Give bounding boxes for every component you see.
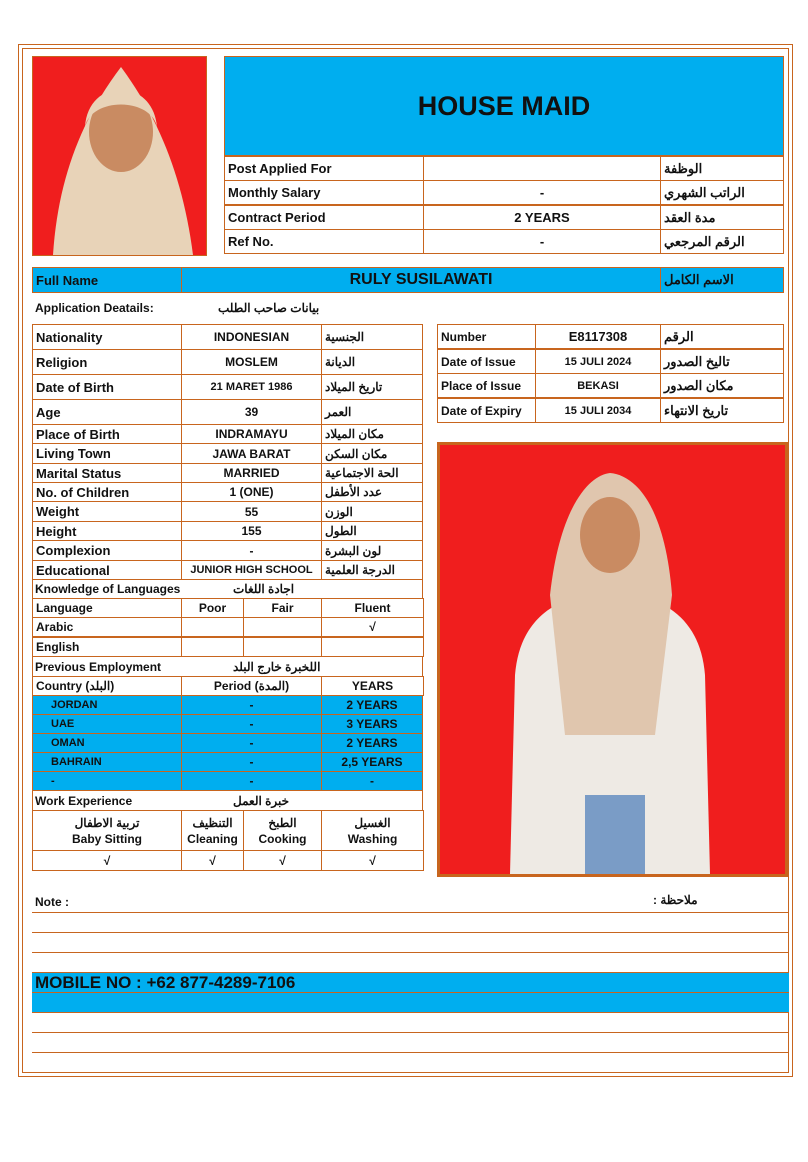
skill-en: Washing: [347, 831, 398, 846]
note-label-ar: ملاحظة :: [653, 893, 698, 907]
post-label-ar: مدة العقد: [660, 205, 784, 230]
employment-header: Period (المدة): [181, 676, 322, 696]
post-label: Ref No.: [224, 229, 424, 254]
post-value: -: [423, 180, 661, 205]
full-name-label-ar: الاسم الكامل: [660, 267, 784, 293]
language-cell: [243, 617, 322, 637]
passport-label: Number: [437, 324, 536, 349]
skill-check: √: [243, 850, 322, 871]
personal-label-ar: مكان السكن: [321, 443, 423, 464]
post-value: -: [423, 229, 661, 254]
page-title: HOUSE MAID: [224, 56, 784, 156]
divider-line: [32, 972, 789, 973]
personal-value: 155: [181, 521, 322, 541]
personal-value: MARRIED: [181, 463, 322, 483]
divider-line: [32, 952, 789, 953]
employment-period: -: [181, 695, 322, 715]
language-cell: [181, 617, 244, 637]
languages-label-ar: اجادة اللغات: [233, 582, 295, 596]
language-cell: [243, 637, 322, 657]
skill-check: √: [181, 850, 244, 871]
passport-label: Date of Expiry: [437, 398, 536, 423]
divider-line: [32, 912, 789, 913]
language-cell: √: [321, 617, 424, 637]
divider-line: [32, 992, 789, 993]
language-cell: Arabic: [32, 617, 182, 637]
personal-label: Weight: [32, 501, 182, 522]
passport-label-ar: مكان الصدور: [660, 373, 784, 398]
language-cell: [321, 637, 424, 657]
personal-label: Nationality: [32, 324, 182, 350]
language-header: Fluent: [321, 598, 424, 618]
passport-value: BEKASI: [535, 373, 661, 398]
personal-label: Educational: [32, 560, 182, 580]
personal-label-ar: عدد الأطفل: [321, 482, 423, 502]
personal-value: 1 (ONE): [181, 482, 322, 502]
personal-label-ar: الحة الاجتماعية: [321, 463, 423, 483]
passport-value: 15 JULI 2024: [535, 349, 661, 374]
passport-label: Date of Issue: [437, 349, 536, 374]
post-value: [423, 156, 661, 181]
employment-years: 2 YEARS: [321, 733, 423, 753]
personal-label-ar: الجنسية: [321, 324, 423, 350]
post-label-ar: الراتب الشهري: [660, 180, 784, 205]
divider-line: [32, 1012, 789, 1013]
personal-label: Height: [32, 521, 182, 541]
mobile-number: MOBILE NO : +62 877-4289-7106: [32, 972, 789, 993]
personal-value: -: [181, 540, 322, 561]
employment-country: OMAN: [32, 733, 182, 753]
skill-check: √: [32, 850, 182, 871]
employment-header: YEARS: [321, 676, 424, 696]
employment-period: -: [181, 733, 322, 753]
passport-label-ar: تاليخ الصدور: [660, 349, 784, 374]
language-cell: English: [32, 637, 182, 657]
personal-value: JAWA BARAT: [181, 443, 322, 464]
full-name-value: RULY SUSILAWATI: [181, 267, 661, 293]
language-header: Fair: [243, 598, 322, 618]
post-value: 2 YEARS: [423, 205, 661, 230]
skill-en: Cooking: [258, 831, 307, 846]
skill-en: Cleaning: [187, 831, 238, 846]
divider-line: [32, 1052, 789, 1053]
personal-value: MOSLEM: [181, 349, 322, 375]
divider-line: [32, 1032, 789, 1033]
post-label-ar: الرقم المرجعي: [660, 229, 784, 254]
skill-header: [181, 810, 244, 851]
employment-country: UAE: [32, 714, 182, 734]
language-cell: [181, 637, 244, 657]
personal-value: INDRAMAYU: [181, 424, 322, 444]
divider-line: [32, 932, 789, 933]
employment-years: 2,5 YEARS: [321, 752, 423, 772]
personal-label: Living Town: [32, 443, 182, 464]
personal-value: JUNIOR HIGH SCHOOL: [181, 560, 322, 580]
personal-label-ar: الديانة: [321, 349, 423, 375]
employment-country: -: [32, 771, 182, 791]
personal-label-ar: الطول: [321, 521, 423, 541]
skill-ar: الطبخ: [268, 815, 297, 830]
employment-label: Previous Employment: [35, 659, 162, 674]
personal-label-ar: لون البشرة: [321, 540, 423, 561]
passport-value: E8117308: [535, 324, 661, 349]
personal-label-ar: الدرجة العلمية: [321, 560, 423, 580]
personal-label: No. of Children: [32, 482, 182, 502]
personal-label: Date of Birth: [32, 374, 182, 400]
app-details-label: Application Deatails:: [35, 301, 154, 315]
personal-label: Religion: [32, 349, 182, 375]
language-header: Language: [32, 598, 182, 618]
personal-label-ar: الوزن: [321, 501, 423, 522]
note-label: Note :: [35, 895, 69, 909]
personal-label: Place of Birth: [32, 424, 182, 444]
employment-country: BAHRAIN: [32, 752, 182, 772]
employment-years: 3 YEARS: [321, 714, 423, 734]
post-label: Post Applied For: [224, 156, 424, 181]
skill-ar: الغسيل: [354, 815, 391, 830]
personal-label-ar: مكان الميلاد: [321, 424, 423, 444]
work-label-ar: خبرة العمل: [233, 793, 290, 808]
skill-header: [243, 810, 322, 851]
app-details-label-ar: بيانات صاحب الطلب: [218, 301, 320, 315]
full-body-photo: [437, 442, 788, 877]
skill-header: [321, 810, 424, 851]
employment-country: JORDAN: [32, 695, 182, 715]
post-label: Monthly Salary: [224, 180, 424, 205]
personal-label: Marital Status: [32, 463, 182, 483]
post-label-ar: الوظفة: [660, 156, 784, 181]
passport-label-ar: الرقم: [660, 324, 784, 349]
passport-label-ar: تاريخ الانتهاء: [660, 398, 784, 423]
language-header: Poor: [181, 598, 244, 618]
languages-label: Knowledge of Languages: [35, 582, 181, 596]
skill-en: Baby Sitting: [71, 831, 142, 846]
personal-value: 55: [181, 501, 322, 522]
employment-label-ar: اللخبرة خارج البلد: [233, 659, 321, 674]
full-name-label: Full Name: [32, 267, 182, 293]
employment-years: -: [321, 771, 423, 791]
personal-label: Complexion: [32, 540, 182, 561]
personal-value: 21 MARET 1986: [181, 374, 322, 400]
work-label: Work Experience: [35, 793, 133, 808]
skill-ar: تربية الاطفال: [74, 815, 140, 830]
skill-check: √: [321, 850, 424, 871]
skill-ar: التنظيف: [192, 815, 233, 830]
portrait-photo: [32, 56, 207, 256]
personal-label-ar: تاريخ الميلاد: [321, 374, 423, 400]
passport-label: Place of Issue: [437, 373, 536, 398]
personal-label-ar: العمر: [321, 399, 423, 425]
employment-header: Country (البلد): [32, 676, 182, 696]
employment-years: 2 YEARS: [321, 695, 423, 715]
employment-period: -: [181, 771, 322, 791]
post-label: Contract Period: [224, 205, 424, 230]
blue-row: [32, 992, 789, 1012]
passport-value: 15 JULI 2034: [535, 398, 661, 423]
personal-value: INDONESIAN: [181, 324, 322, 350]
personal-value: 39: [181, 399, 322, 425]
personal-label: Age: [32, 399, 182, 425]
skill-header: [32, 810, 182, 851]
employment-period: -: [181, 752, 322, 772]
employment-period: -: [181, 714, 322, 734]
